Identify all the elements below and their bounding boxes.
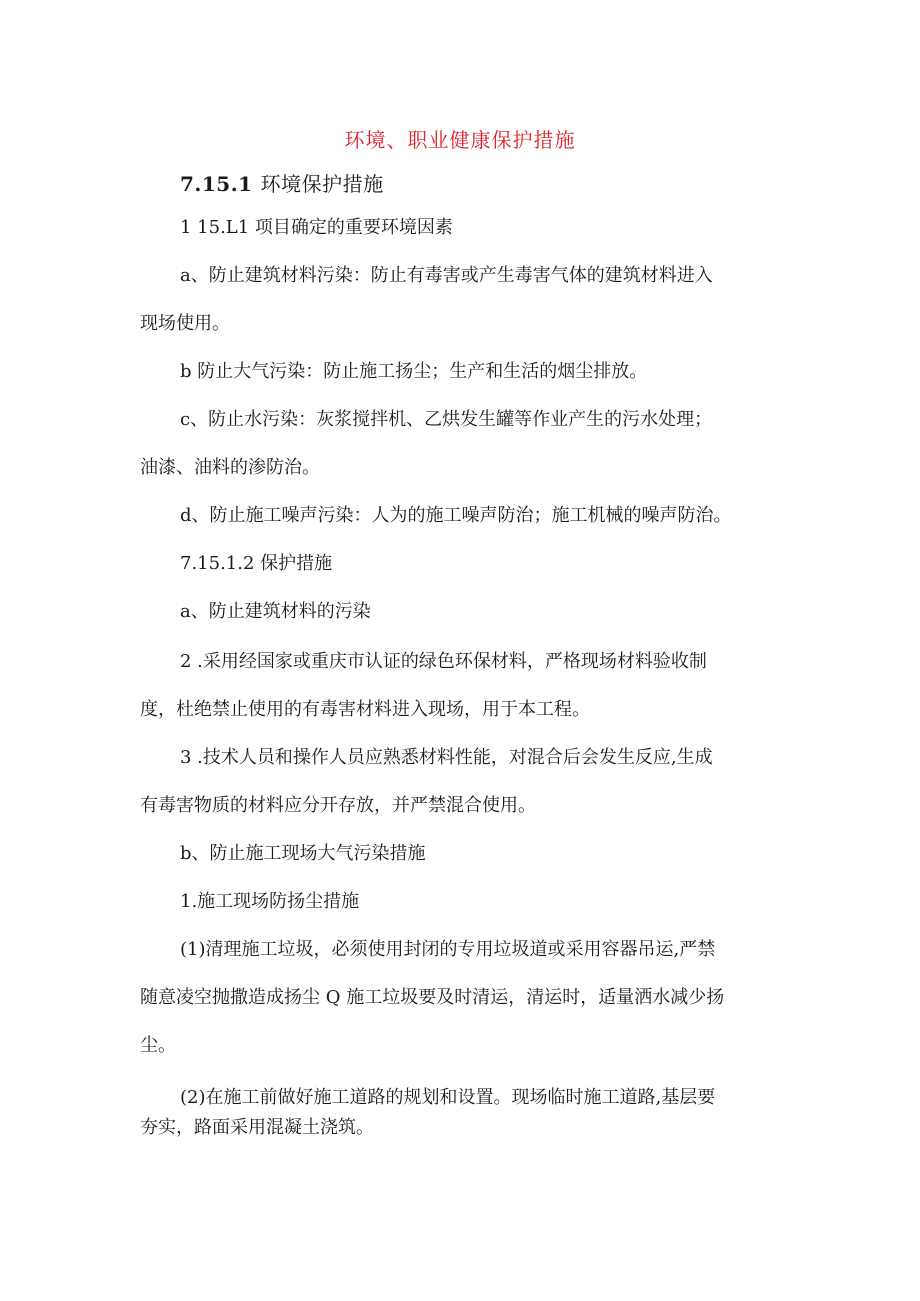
paragraph-line: (1)清理施工垃圾，必须使用封闭的专用垃圾道或采用容器吊运,严禁 (180, 939, 716, 960)
subsection-heading: 7.15.1.2 保护措施 (180, 553, 333, 574)
paragraph-line: 夯实，路面采用混凝土浇筑。 (140, 1117, 374, 1138)
paragraph-line: 油漆、油料的渗防治。 (140, 457, 320, 478)
paragraph-line: 3 .技术人员和操作人员应熟悉材料性能，对混合后会发生反应,生成 (180, 747, 713, 768)
section-title: 环境保护措施 (260, 172, 384, 196)
paragraph-line: c、防止水污染：灰浆搅拌机、乙烘发生罐等作业产生的污水处理； (180, 409, 713, 430)
paragraph-line: a、防止建筑材料的污染 (180, 601, 371, 622)
paragraph-line: d、防止施工噪声污染：人为的施工噪声防治；施工机械的噪声防治。 (180, 505, 732, 526)
paragraph-line: 随意凌空抛撒造成扬尘 Q 施工垃圾要及时清运，清运时，适量洒水减少扬 (140, 987, 725, 1008)
section-number: 7.15.1 (180, 172, 253, 196)
paragraph-line: 现场使用。 (140, 313, 230, 334)
paragraph-line: 尘。 (140, 1035, 176, 1056)
paragraph-line: 2 .采用经国家或重庆市认证的绿色环保材料，严格现场材料验收制 (180, 651, 707, 672)
section-heading (180, 172, 384, 196)
paragraph-line: a、防止建筑材料污染：防止有毒害或产生毒害气体的建筑材料进入 (180, 265, 713, 286)
paragraph-line: b、防止施工现场大气污染措施 (180, 843, 426, 864)
paragraph-line: b 防止大气污染：防止施工扬尘；生产和生活的烟尘排放。 (180, 361, 648, 382)
document-title: 环境、职业健康保护措施 (344, 128, 576, 152)
paragraph-line: 有毒害物质的材料应分开存放，并严禁混合使用。 (140, 795, 536, 816)
paragraph-line: 度，杜绝禁止使用的有毒害材料进入现场，用于本工程。 (140, 699, 590, 720)
paragraph-line: 1 15.L1 项目确定的重要环境因素 (180, 217, 453, 238)
paragraph-line: 1.施工现场防扬尘措施 (180, 891, 360, 912)
paragraph-line: (2)在施工前做好施工道路的规划和设置。现场临时施工道路,基层要 (180, 1087, 716, 1108)
